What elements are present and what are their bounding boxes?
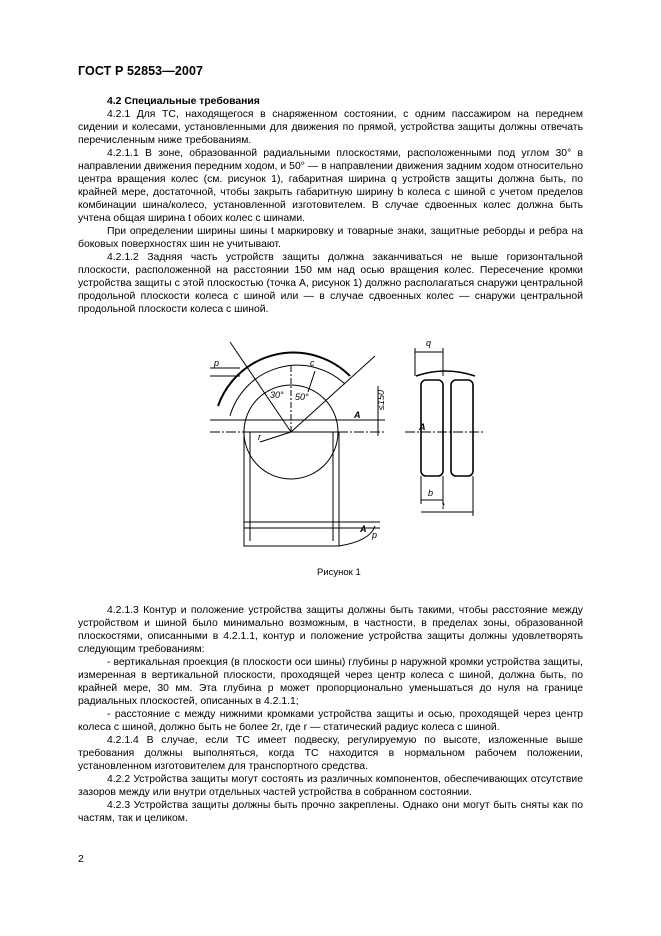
label-point-a-side: A bbox=[354, 410, 361, 420]
figure-caption: Рисунок 1 bbox=[317, 567, 361, 578]
paragraph-tire-width-note: При определении ширины шины t маркировку и товарные знаки, защитные реборды и ребра на боковых поверхностях шин не учитывают. bbox=[78, 226, 583, 250]
guard-front-view bbox=[416, 371, 475, 376]
guard-body bbox=[244, 432, 339, 546]
guard-lower-curve bbox=[339, 526, 378, 546]
c-leader bbox=[308, 371, 315, 392]
label-q: q bbox=[426, 338, 432, 348]
tire-right-front-view bbox=[451, 380, 473, 476]
label-angle-30: 30° bbox=[270, 390, 284, 400]
label-r: r bbox=[258, 432, 261, 442]
document-code-header: ГОСТ Р 52853—2007 bbox=[78, 64, 204, 78]
paragraph-distance-c: - расстояние c между нижними кромками устройства защиты и осью, проходящей через центр колеса с шиной, должно быть не более 2r, где r — статический радиус колеса с шиной. bbox=[78, 709, 583, 733]
page-number: 2 bbox=[78, 853, 84, 865]
label-dim-150: ≤150 bbox=[376, 390, 386, 410]
paragraph-depth-p: - вертикальная проекция (в плоскости оси шины) глубины p наружной кромки устройства защиты, измеренная в вертикальной плоскости, проходящей через центр колеса с шиной, должна быть, по крайней мере, 30 мм. Эта глубина p может пропорционально уменьшаться до нуля на границе радиальных плоскостей, описанных в 4.2.1.1; bbox=[78, 657, 583, 707]
label-point-a-front: A bbox=[419, 422, 426, 432]
label-c: c bbox=[310, 358, 315, 368]
paragraph-4-2-1-4: 4.2.1.4 В случае, если ТС имеет подвеску, регулируемую по высоте, изложенные выше требования должны выполняться, когда ТС находится в нормальном рабочем положении, установленном изготовителем для транспортного средства. bbox=[78, 735, 583, 772]
paragraph-4-2-2: 4.2.2 Устройства защиты могут состоять из различных компонентов, обеспечивающих отсутствие зазоров между или внутри отдельных частей устройства в собранном состоянии. bbox=[78, 774, 583, 798]
section-4-2-continued bbox=[78, 604, 583, 825]
section-heading: 4.2 Специальные требования bbox=[107, 96, 260, 107]
label-p: p bbox=[214, 358, 220, 368]
label-point-a-low: A bbox=[360, 524, 367, 534]
paragraph-4-2-1: 4.2.1 Для ТС, находящегося в снаряженном состоянии, с одним пассажиром на переднем сидении и колесами, установленными для движения по прямой, устройства защиты должны отвечать перечисленным ниже требованиям. bbox=[78, 109, 583, 146]
radial-line-front bbox=[230, 342, 291, 432]
label-angle-50: 50° bbox=[295, 392, 309, 402]
paragraph-4-2-1-2: 4.2.1.2 Задняя часть устройств защиты должна заканчиваться не выше горизонтальной плоскости, расположенной на расстоянии 150 мм над осью вращения колес. Пересечение кромки устройства защиты с этой плоскостью (точка А, рисунок 1) должно располагаться снаружи центральной продольной плоскости колеса с шиной или — в случае сдвоенных колес — снаружи центральной продольной плоскости колеса с шиной. bbox=[78, 252, 583, 315]
radius-line bbox=[260, 432, 291, 442]
wheel-guard-inner-arc bbox=[230, 365, 345, 416]
paragraph-4-2-1-3: 4.2.1.3 Контур и положение устройства защиты должны быть такими, чтобы расстояние между устройством и шиной было минимально возможным, в частности, в пределах зоны, образованной плоскостями, описанными в 4.2.1.1, контур и положение устройства защиты должны удовлетворять следующим требованиям: bbox=[78, 605, 583, 655]
label-b: b bbox=[428, 488, 434, 498]
label-p-low: p bbox=[372, 530, 378, 540]
figure-1-drawing bbox=[200, 336, 500, 566]
section-4-2 bbox=[78, 95, 583, 316]
paragraph-4-2-1-1: 4.2.1.1 В зоне, образованной радиальными плоскостями, расположенными под углом 30° в направлении движения передним ходом, и 50° — в направлении движения задним ходом относительно центра вращения колес (см. рисунок 1), габаритная ширина q устройств защиты должна быть, по крайней мере, достаточной, чтобы закрыть габаритную ширину b колеса с шиной с учетом пределов комбинации шина/колесо, установленной изготовителем. В случае сдвоенных колес должна быть учтена общая ширина t обоих колес с шинами. bbox=[78, 148, 583, 224]
label-t: t bbox=[442, 501, 445, 511]
paragraph-4-2-3: 4.2.3 Устройства защиты должны быть прочно закреплены. Однако они могут быть сняты как по частям, так и целиком. bbox=[78, 800, 583, 824]
